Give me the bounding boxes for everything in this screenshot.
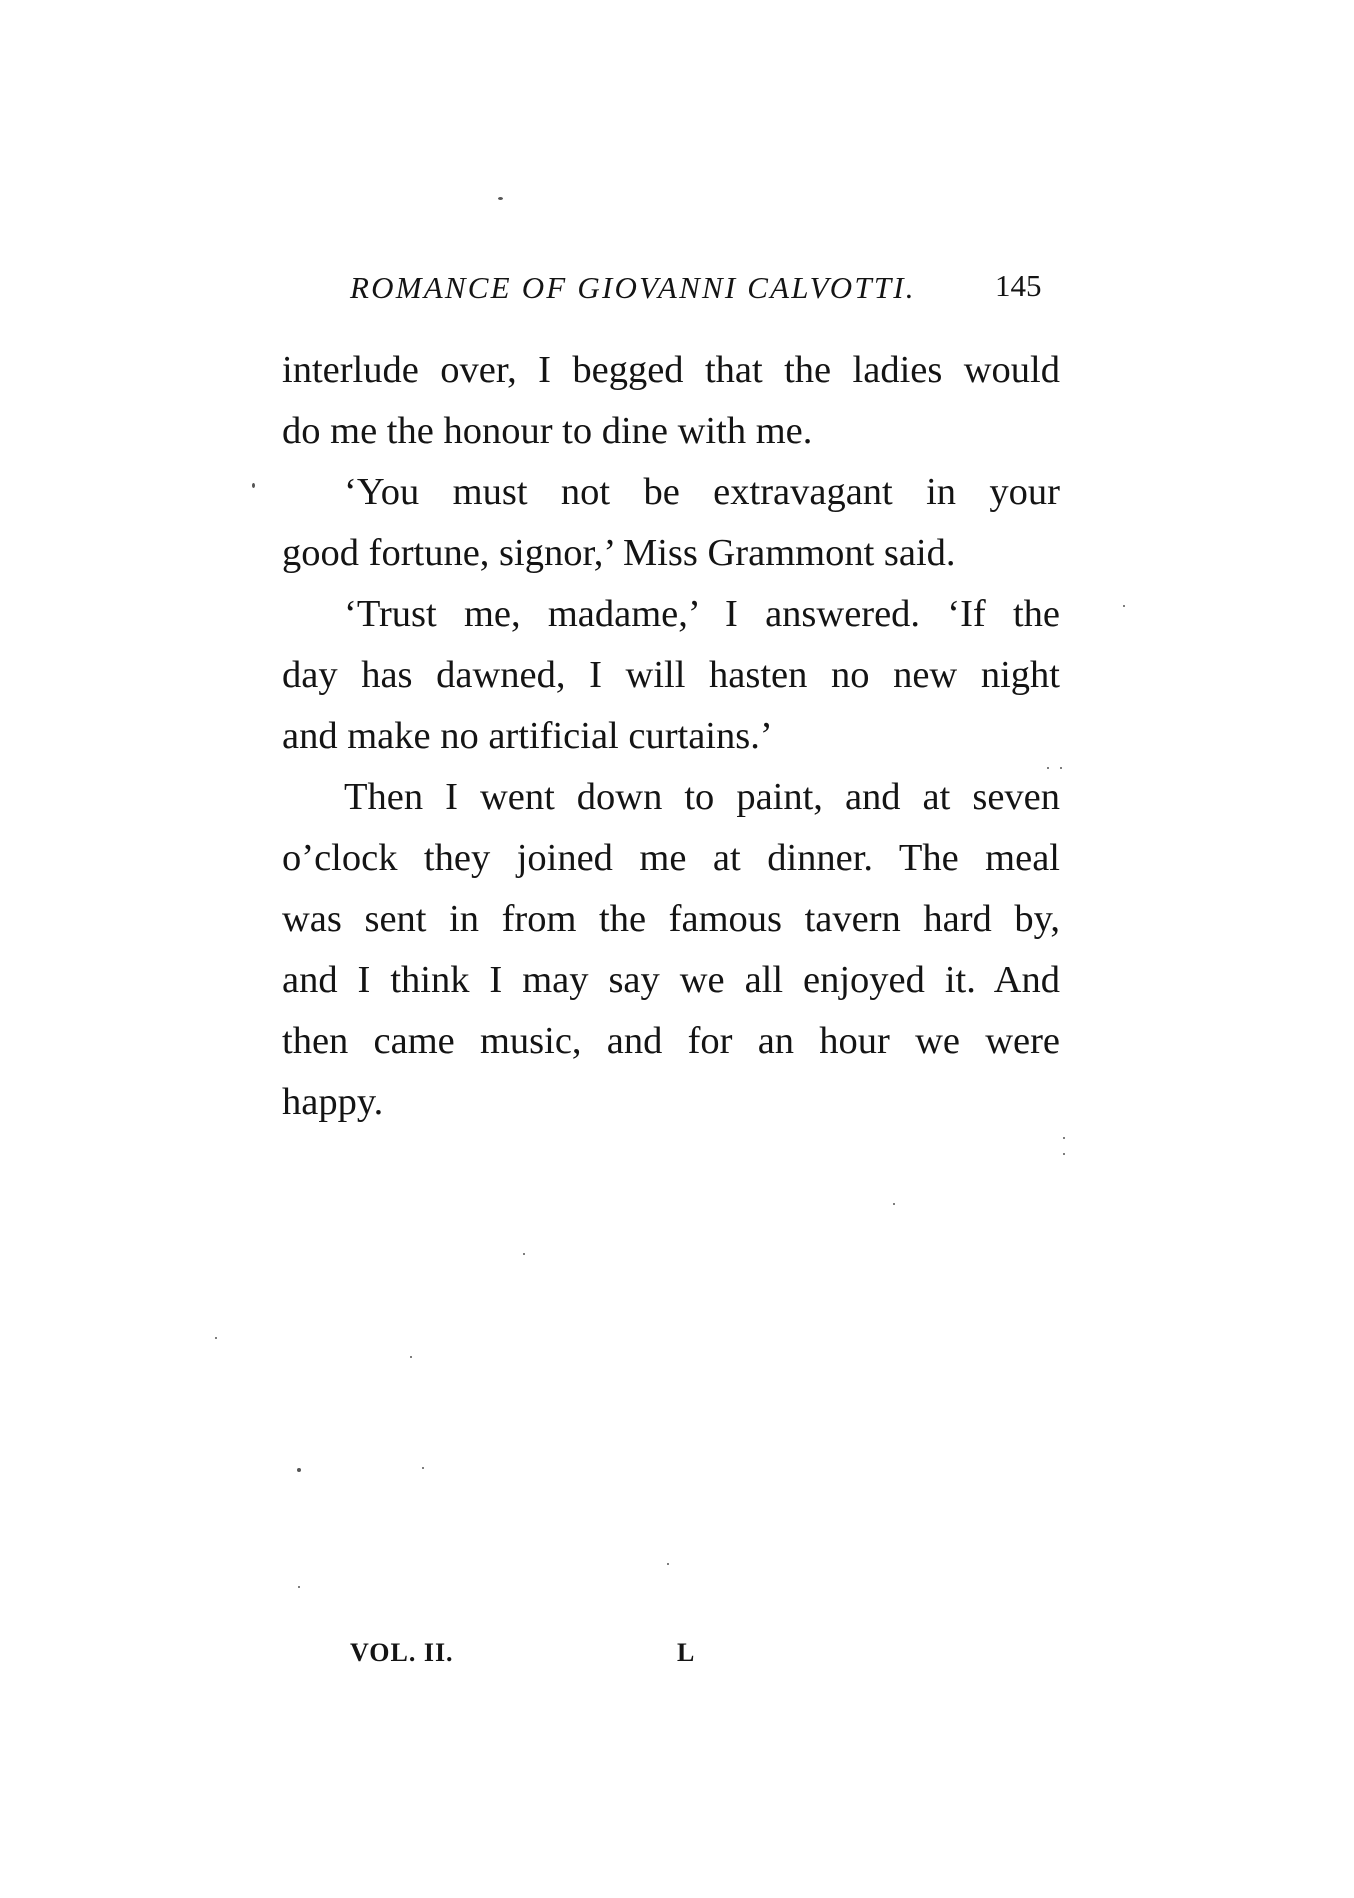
scan-speck [893,1203,895,1205]
scan-speck [298,1586,300,1588]
volume-label: VOL. II. [350,1638,454,1667]
scan-speck [523,1253,525,1255]
scan-speck [422,1467,424,1469]
text-line: day has dawned, I will hasten no new night [282,654,1060,696]
page-number: 145 [995,268,1042,303]
text-line: ‘Trust me, madame,’ I answered. ‘If the [344,593,1060,635]
scan-speck [1063,1137,1065,1139]
text-line: ‘You must not be extravagant in your [344,471,1060,513]
text-line: o’clock they joined me at dinner. The meal [282,837,1060,879]
page-header [350,270,1050,314]
scan-speck [1063,1153,1065,1155]
text-line: then came music, and for an hour we were [282,1020,1060,1062]
text-line: good fortune, signor,’ Miss Grammont said. [282,532,956,574]
text-line: interlude over, I begged that the ladies would [282,349,1060,391]
scan-speck [498,197,503,200]
text-line: happy. [282,1081,384,1123]
scan-speck [667,1563,669,1565]
page-footer [350,1638,750,1678]
text-line: Then I went down to paint, and at seven [344,776,1060,818]
scan-speck [297,1468,301,1472]
scan-speck [1060,767,1062,769]
scan-speck [252,483,255,488]
text-line: and I think I may say we all enjoyed it. And [282,959,1060,1001]
body-text [282,340,1060,1133]
text-line: was sent in from the famous tavern hard by, [282,898,1060,940]
running-head: ROMANCE OF GIOVANNI CALVOTTI. [350,270,916,305]
text-line: and make no artificial curtains.’ [282,715,773,757]
signature-mark: L [677,1638,695,1667]
scan-speck [1047,767,1049,769]
text-line: do me the honour to dine with me. [282,410,813,452]
scan-speck [410,1356,412,1358]
scan-speck [1123,605,1125,607]
scan-speck [215,1337,217,1339]
